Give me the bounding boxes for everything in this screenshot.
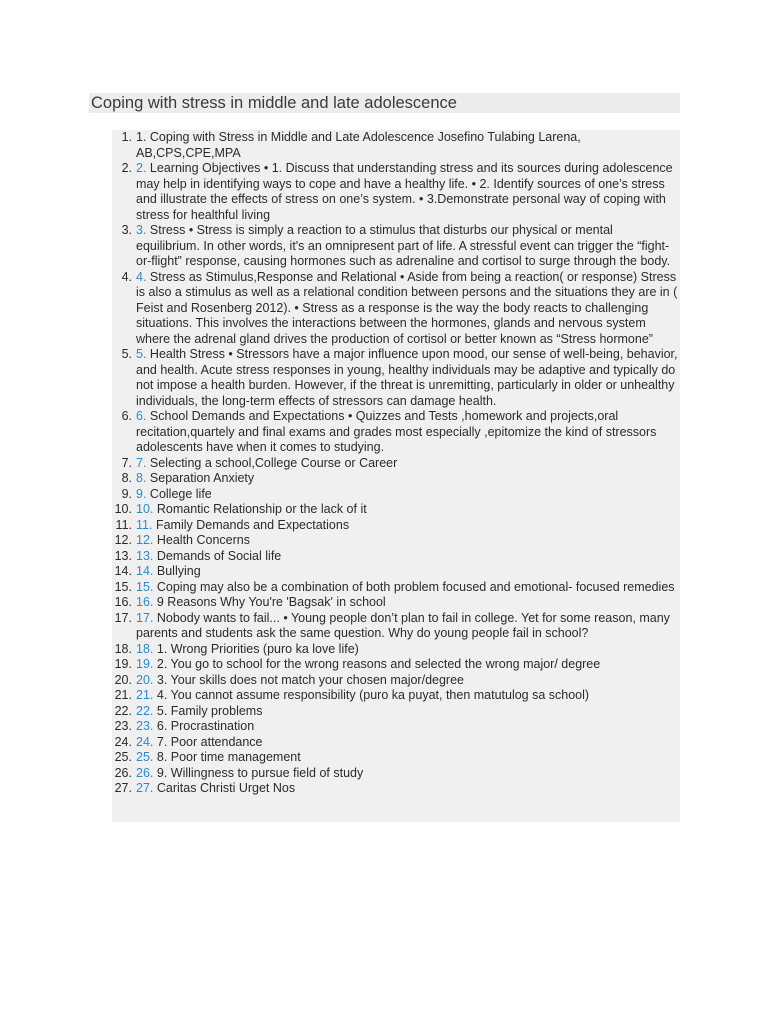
list-item (112, 347, 680, 409)
slide-number-link[interactable]: 4. (136, 269, 147, 284)
list-item-text: 9 Reasons Why You're 'Bagsak' in school (156, 595, 386, 609)
list-item-text: Stress • Stress is simply a reaction to a stimulus that disturbs our physical or mental equilibrium. In other words, it's an omnipresent part of life. A stressful event can trigger the “fight-or-flight” response, causing hormones such as adrenaline and cortisol to surge through the body. (136, 223, 671, 268)
slide-number-link[interactable]: 21. (136, 688, 154, 702)
list-number: 15. (114, 579, 132, 594)
slide-number-link[interactable]: 5. (136, 347, 147, 361)
list-item-text: 4. You cannot assume responsibility (puro ka puyat, then matutulog sa school) (156, 688, 590, 702)
slide-number-link[interactable]: 10. (136, 502, 154, 516)
list-item (112, 564, 680, 580)
list-item (112, 223, 680, 270)
list-item-text: Family Demands and Expectations (155, 517, 350, 532)
slide-number-link[interactable]: 18. (136, 641, 154, 656)
list-item (112, 456, 680, 472)
list-number: 5. (121, 347, 132, 361)
slide-number-link[interactable]: 11. (136, 517, 153, 532)
slide-number-link[interactable]: 26. (136, 765, 154, 780)
list-item (112, 409, 680, 456)
list-number: 22. (114, 703, 132, 718)
list-number: 17. (114, 610, 132, 625)
list-item (112, 130, 680, 161)
slide-number-link[interactable]: 22. (136, 703, 154, 718)
list-number: 23. (114, 719, 132, 733)
list-item (112, 688, 680, 704)
list-item (112, 735, 680, 751)
list-item-text: Romantic Relationship or the lack of it (156, 502, 367, 516)
list-item (112, 161, 680, 223)
slide-number-link[interactable]: 3. (136, 223, 147, 237)
list-item-text: Caritas Christi Urget Nos (156, 781, 296, 795)
list-number: 9. (121, 486, 132, 501)
list-item (112, 642, 680, 658)
list-number: 14. (114, 564, 132, 578)
list-item (112, 595, 680, 611)
slide-number-link[interactable]: 17. (136, 610, 154, 625)
list-item-text: 7. Poor attendance (156, 734, 263, 749)
list-item-text: 8. Poor time management (156, 750, 301, 764)
list-number: 21. (114, 688, 132, 702)
list-number: 27. (114, 781, 132, 795)
list-item (112, 781, 680, 797)
transcript-box (112, 130, 680, 822)
list-item-text: 1. Wrong Priorities (puro ka love life) (156, 641, 359, 656)
slide-number-link[interactable]: 16. (136, 595, 154, 609)
list-number: 11. (115, 517, 132, 532)
list-item (112, 549, 680, 565)
list-number: 12. (114, 533, 132, 547)
slide-number-link[interactable]: 14. (136, 564, 154, 578)
slide-number-link[interactable]: 27. (136, 781, 154, 795)
list-item (112, 750, 680, 766)
list-item (112, 611, 680, 642)
list-item (112, 518, 680, 534)
list-item (112, 704, 680, 720)
list-item-text: Learning Objectives • 1. Discuss that understanding stress and its sources during adolescence may help in identifying ways to cope and have a healthy life. • 2. Identify sources of one’s stress and illustrate the effects of stress on one’s system. • 3.Demonstrate personal way of coping with stress for healthful living (136, 161, 673, 222)
list-item (112, 580, 680, 596)
list-number: 10. (114, 502, 132, 516)
list-item-text: Separation Anxiety (149, 471, 255, 485)
slide-number-link[interactable]: 23. (136, 719, 154, 733)
list-item-text: Stress as Stimulus,Response and Relational • Aside from being a reaction( or response) Stress is also a stimulus as well as a relational condition between persons and the situations they are in ( Feist and Rosenberg 2012). • Stress as a response is the way the body reacts to challenging situations. This involves the interactions between the hormones, glands and nervous system where the adrenal gland drives the production of cortisol or better known as “Stress hormone” (136, 269, 678, 346)
slide-number-link[interactable]: 9. (136, 486, 147, 501)
slide-list (112, 130, 680, 797)
list-item (112, 673, 680, 689)
list-number: 7. (121, 455, 132, 470)
slide-number-link[interactable]: 7. (136, 455, 147, 470)
list-item-text: Health Stress • Stressors have a major influence upon mood, our sense of well-being, behavior, and health. Acute stress responses in young, healthy individuals may be adaptive and typically do not impose a health burden. However, if the threat is unremitting, particularly in older or unhealthy individuals, the long-term effects of stressors can damage health. (136, 347, 678, 408)
list-item-text: 5. Family problems (156, 703, 263, 718)
slide-number-link[interactable]: 6. (136, 409, 147, 423)
list-number: 8. (121, 471, 132, 485)
list-item-text: 3. Your skills does not match your chosen major/degree (156, 672, 464, 687)
list-number: 16. (114, 595, 132, 609)
list-item (112, 471, 680, 487)
list-number: 1. (121, 130, 132, 144)
list-item (112, 657, 680, 673)
list-item-text: Bullying (156, 564, 201, 578)
list-number: 26. (114, 765, 132, 780)
list-number: 6. (121, 409, 132, 423)
list-item-text: 6. Procrastination (156, 719, 255, 733)
list-item-text: Selecting a school,College Course or Career (149, 455, 398, 470)
list-number: 20. (114, 672, 132, 687)
list-item (112, 719, 680, 735)
list-item (112, 502, 680, 518)
list-number: 25. (114, 750, 132, 764)
list-item-text: School Demands and Expectations • Quizzes and Tests ,homework and projects,oral recitation,quartely and final exams and grades most especially ,epitomize the kind of stressors adolescents have when it comes to studying. (136, 409, 657, 454)
slide-number-link[interactable]: 13. (136, 548, 154, 563)
list-item-text: Health Concerns (156, 533, 250, 547)
document-title-bar (89, 93, 680, 113)
list-number: 3. (121, 223, 132, 237)
slide-number-link[interactable]: 24. (136, 734, 154, 749)
document-title: Coping with stress in middle and late adolescence (91, 94, 457, 112)
slide-number-link[interactable]: 19. (136, 657, 154, 671)
slide-number-link[interactable]: 25. (136, 750, 154, 764)
list-item-text: College life (149, 486, 212, 501)
list-number: 13. (114, 548, 132, 563)
slide-number-link[interactable]: 2. (136, 161, 147, 175)
list-item-text: Nobody wants to fail... • Young people don’t plan to fail in college. Yet for some reason, many parents and students ask the same question. Why do young people fail in school? (136, 610, 670, 640)
list-number: 19. (114, 657, 132, 671)
slide-number-link[interactable]: 15. (136, 579, 154, 594)
slide-number-link[interactable]: 8. (136, 471, 147, 485)
list-item (112, 487, 680, 503)
list-number: 18. (114, 641, 132, 656)
list-item-text: 1. Coping with Stress in Middle and Late Adolescence Josefino Tulabing Larena, AB,CPS,CPE,MPA (136, 130, 581, 160)
list-item-text: Coping may also be a combination of both problem focused and emotional- focused remedies (156, 579, 675, 594)
list-number: 2. (121, 161, 132, 175)
list-item (112, 270, 680, 348)
list-number: 24. (114, 734, 132, 749)
list-item (112, 766, 680, 782)
list-item-text: Demands of Social life (156, 548, 282, 563)
slide-number-link[interactable]: 12. (136, 533, 154, 547)
list-item (112, 533, 680, 549)
slide-number-link[interactable]: 20. (136, 672, 154, 687)
list-item-text: 2. You go to school for the wrong reasons and selected the wrong major/ degree (156, 657, 601, 671)
list-number: 4. (121, 269, 132, 284)
list-item-text: 9. Willingness to pursue field of study (156, 765, 364, 780)
